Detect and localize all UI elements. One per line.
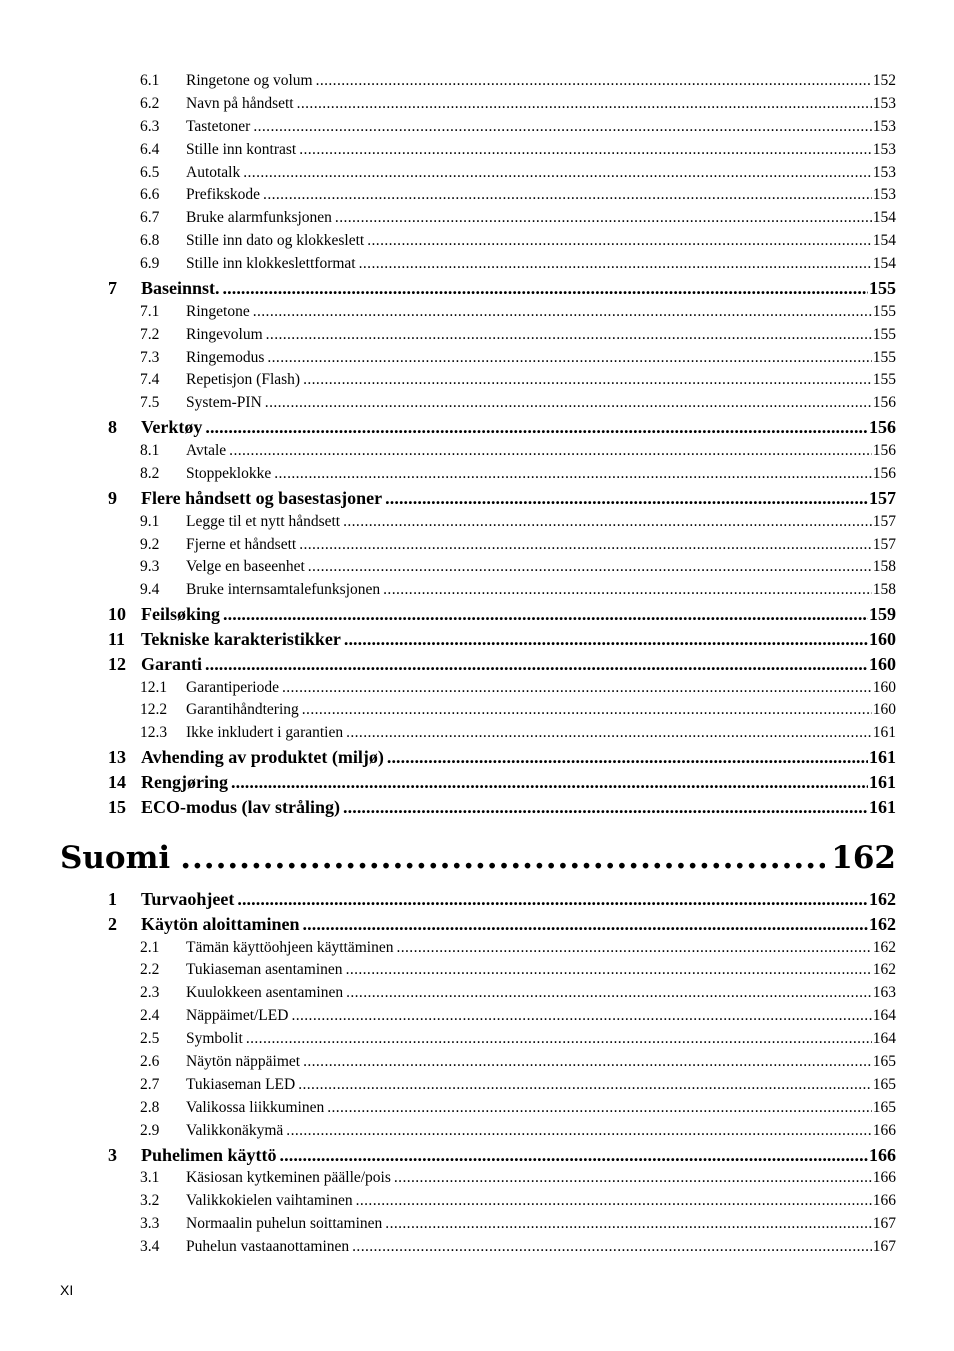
dot-leader	[394, 1169, 872, 1187]
dot-leader	[344, 629, 868, 650]
toc-entry-title: Tukiaseman asentaminen	[186, 961, 343, 979]
dot-leader	[303, 1053, 872, 1071]
toc-entry-page: 153	[872, 186, 896, 204]
dot-leader	[205, 417, 868, 438]
toc-entry-page: 153	[872, 163, 896, 181]
toc-section-entry[interactable]	[0, 95, 896, 118]
dot-leader	[346, 724, 872, 742]
toc-section-entry[interactable]	[0, 701, 896, 724]
toc-entry-title: Puhelun vastaanottaminen	[186, 1238, 350, 1256]
toc-entry-number: 7.3	[140, 348, 160, 366]
toc-entry-title: Ikke inkludert i garantien	[186, 724, 344, 742]
toc-entry-number: 6.5	[140, 163, 160, 181]
toc-entry-page: 154	[872, 232, 896, 250]
toc-entry-title: Garantihåndtering	[186, 701, 299, 719]
toc-entry-page: 156	[872, 464, 896, 482]
dot-leader	[303, 914, 868, 935]
dot-leader	[266, 326, 872, 344]
toc-entry-page: 160	[869, 629, 896, 649]
toc-section-entry[interactable]	[0, 1215, 896, 1238]
toc-entry-number: 6.9	[140, 255, 160, 273]
toc-entry-page: 165	[872, 1075, 896, 1093]
toc-entry-page: 161	[869, 747, 896, 768]
toc-entry-number: 12.3	[140, 724, 168, 742]
toc-entry-number: 2.4	[140, 1007, 160, 1025]
toc-entry-title: Stille inn klokkeslettformat	[186, 255, 356, 273]
toc-entry-number: 7	[108, 278, 117, 299]
toc-entry-title: Normaalin puhelun soittaminen	[186, 1215, 383, 1233]
toc-section-entry[interactable]	[0, 961, 896, 984]
dot-leader	[231, 772, 868, 793]
dot-leader	[396, 939, 871, 957]
toc-entry-title: Feilsøking	[141, 604, 221, 625]
toc-entry-number: 1	[108, 889, 117, 909]
dot-leader	[356, 1192, 872, 1210]
toc-section-entry[interactable]	[0, 394, 896, 417]
toc-entry-title: Prefikskode	[186, 186, 261, 204]
toc-entry-page: 160	[869, 653, 896, 674]
dot-leader	[223, 604, 868, 625]
toc-entry-page: 154	[872, 209, 896, 227]
dot-leader	[298, 1076, 872, 1094]
dot-leader	[223, 278, 868, 299]
toc-entry-title: Stille inn dato og klokkeslett	[186, 232, 365, 250]
toc-entry-page: 162	[869, 913, 896, 934]
dot-leader	[383, 581, 872, 599]
toc-entry-title: ECO-modus (lav stråling)	[141, 796, 341, 817]
toc-entry-title: Avtale	[186, 442, 227, 460]
toc-entry-number: 10	[108, 604, 126, 625]
toc-section-entry[interactable]	[0, 371, 896, 394]
toc-chapter-entry[interactable]	[0, 654, 896, 679]
toc-entry-title: Navn på håndsett	[186, 94, 294, 112]
toc-section-entry[interactable]	[0, 72, 896, 95]
toc-entry-number: 9.1	[140, 512, 160, 530]
toc-entry-title: Baseinnst.	[141, 278, 220, 299]
toc-entry-number: 2	[108, 913, 117, 934]
toc-entry-title: Näppäimet/LED	[186, 1007, 289, 1025]
toc-section-entry[interactable]	[0, 141, 896, 164]
dot-leader	[237, 889, 868, 910]
toc-section-entry[interactable]	[0, 186, 896, 209]
toc-chapter-entry[interactable]	[0, 488, 896, 513]
toc-entry-title: Näytön näppäimet	[186, 1053, 301, 1071]
toc-entry-number: 6.2	[140, 94, 160, 112]
dot-leader	[265, 394, 872, 412]
toc-section-entry[interactable]	[0, 1169, 896, 1192]
toc-entry-title: Symbolit	[186, 1030, 243, 1048]
dot-leader	[343, 797, 868, 818]
toc-entry-title: Bruke alarmfunksjonen	[186, 209, 332, 227]
toc-entry-page: 160	[872, 678, 896, 696]
toc-entry-page: 157	[869, 487, 896, 508]
toc-section-entry[interactable]	[0, 1122, 896, 1145]
toc-entry-title: Tämän käyttöohjeen käyttäminen	[186, 938, 394, 956]
toc-entry-title: Verktøy	[141, 417, 203, 438]
toc-entry-page: 158	[872, 581, 896, 599]
toc-entry-number: 7.4	[140, 371, 160, 389]
dot-leader	[327, 1099, 872, 1117]
toc-entry-page: 159	[869, 604, 896, 625]
dot-leader	[335, 209, 872, 227]
toc-entry-page: 156	[869, 417, 896, 438]
toc-entry-number: 9	[108, 487, 117, 508]
toc-section-entry[interactable]	[0, 558, 896, 581]
toc-entry-number: 12.1	[140, 678, 168, 696]
toc-section-entry[interactable]	[0, 1076, 896, 1099]
toc-entry-number: 9.4	[140, 581, 160, 599]
toc-section-entry[interactable]	[0, 232, 896, 255]
toc-entry-title: Ringevolum	[186, 325, 263, 343]
language-section-heading[interactable]	[60, 840, 896, 876]
dot-leader	[267, 349, 871, 367]
dot-leader	[343, 513, 872, 531]
toc-chapter-entry[interactable]	[0, 278, 896, 303]
dot-leader	[263, 186, 872, 204]
toc-entry-number: 9.2	[140, 535, 160, 553]
toc-section-entry[interactable]	[0, 1053, 896, 1076]
toc-entry-page: 156	[872, 442, 896, 460]
dot-leader	[299, 141, 872, 159]
toc-section-entry[interactable]	[0, 1099, 896, 1122]
toc-section-entry[interactable]	[0, 349, 896, 372]
toc-entry-title: Tukiaseman LED	[186, 1075, 296, 1093]
toc-entry-title: System-PIN	[186, 394, 262, 412]
toc-entry-page: 155	[872, 302, 896, 320]
dot-leader	[302, 701, 872, 719]
toc-entry-title: Bruke internsamtalefunksjonen	[186, 581, 381, 599]
toc-entry-page: 166	[869, 1144, 896, 1165]
dot-leader	[274, 465, 872, 483]
toc-section-entry[interactable]	[0, 209, 896, 232]
toc-section-entry[interactable]	[0, 303, 896, 326]
dot-leader	[282, 679, 872, 697]
toc-section-entry[interactable]	[0, 679, 896, 702]
toc-entry-page: 166	[872, 1192, 896, 1210]
toc-entry-number: 3	[108, 1144, 117, 1165]
toc-section-entry[interactable]	[0, 118, 896, 141]
toc-entry-page: 156	[872, 394, 896, 412]
dot-leader	[352, 1238, 872, 1256]
dot-leader	[243, 164, 872, 182]
toc-entry-number: 12.2	[140, 701, 168, 719]
toc-entry-number: 2.8	[140, 1098, 160, 1116]
toc-entry-title: Kuulokkeen asentaminen	[186, 984, 344, 1002]
toc-entry-number: 9.3	[140, 558, 160, 576]
toc-entry-number: 12	[108, 653, 126, 674]
toc-entry-number: 6.4	[140, 140, 160, 158]
dot-leader	[299, 536, 872, 554]
toc-entry-page: 157	[872, 535, 896, 553]
toc-entry-page: 153	[872, 94, 896, 112]
toc-entry-page: 163	[872, 984, 896, 1002]
dot-leader	[308, 558, 872, 576]
dot-leader	[346, 984, 872, 1002]
toc-chapter-entry[interactable]	[0, 914, 896, 939]
toc-chapter-entry[interactable]	[0, 417, 896, 442]
toc-entry-number: 2.6	[140, 1053, 160, 1071]
toc-entry-page: 155	[872, 348, 896, 366]
toc-entry-title: Garantiperiode	[186, 678, 279, 696]
toc-chapter-entry[interactable]	[0, 629, 896, 654]
toc-entry-page: 164	[872, 1007, 896, 1025]
toc-entry-title: Ringemodus	[186, 348, 265, 366]
toc-entry-number: 2.2	[140, 961, 160, 979]
toc-section-entry[interactable]	[0, 465, 896, 488]
dot-leader	[385, 1215, 871, 1233]
toc-section-norwegian	[0, 72, 954, 822]
toc-entry-page: 161	[869, 796, 896, 817]
toc-entry-title: Stille inn kontrast	[186, 140, 297, 158]
toc-entry-number: 3.3	[140, 1215, 160, 1233]
toc-entry-title: Autotalk	[186, 163, 241, 181]
toc-entry-title: Garanti	[141, 653, 202, 674]
dot-leader	[246, 1030, 872, 1048]
toc-entry-number: 13	[108, 747, 126, 768]
toc-entry-title: Velge en baseenhet	[186, 558, 305, 576]
toc-entry-title: Stoppeklokke	[186, 464, 272, 482]
toc-section-finnish	[0, 889, 954, 1261]
toc-entry-page: 162	[872, 961, 896, 979]
toc-entry-number: 6.7	[140, 209, 160, 227]
toc-entry-number: 6.3	[140, 117, 160, 135]
dot-leader	[291, 1007, 871, 1025]
toc-section-entry[interactable]	[0, 1030, 896, 1053]
toc-entry-number: 14	[108, 772, 126, 793]
dot-leader	[303, 371, 872, 389]
toc-entry-page: 157	[872, 512, 896, 530]
footer-page-number: XI	[60, 1282, 74, 1298]
toc-entry-number: 11	[108, 629, 126, 649]
toc-entry-page: 162	[869, 889, 896, 909]
toc-entry-number: 2.9	[140, 1121, 160, 1139]
dot-leader	[387, 747, 868, 768]
toc-chapter-entry[interactable]	[0, 747, 896, 772]
dot-leader	[253, 303, 872, 321]
toc-entry-title: Avhending av produktet (miljø)	[141, 747, 384, 768]
toc-section-entry[interactable]	[0, 1192, 896, 1215]
toc-entry-page: 155	[872, 325, 896, 343]
toc-entry-title: Käytön aloittaminen	[141, 913, 300, 934]
toc-entry-number: 6.6	[140, 186, 160, 204]
toc-entry-page: 153	[872, 117, 896, 135]
toc-entry-number: 6.8	[140, 232, 160, 250]
toc-entry-title: Repetisjon (Flash)	[186, 371, 301, 389]
dot-leader	[297, 95, 872, 113]
toc-entry-page: 158	[872, 558, 896, 576]
toc-section-entry[interactable]	[0, 326, 896, 349]
toc-entry-number: 2.1	[140, 938, 160, 956]
toc-entry-number: 8	[108, 417, 117, 438]
toc-entry-number: 2.7	[140, 1075, 160, 1093]
toc-entry-number: 3.2	[140, 1192, 160, 1210]
toc-section-entry[interactable]	[0, 164, 896, 187]
dot-leader	[253, 118, 871, 136]
toc-entry-number: 2.3	[140, 984, 160, 1002]
toc-entry-number: 7.2	[140, 325, 160, 343]
toc-entry-title: Ringetone	[186, 302, 250, 320]
toc-entry-title: Turvaohjeet	[141, 889, 235, 909]
toc-entry-page: 165	[872, 1053, 896, 1071]
toc-entry-number: 7.5	[140, 394, 160, 412]
dot-leader	[316, 72, 872, 90]
toc-entry-number: 15	[108, 796, 126, 817]
toc-chapter-entry[interactable]	[0, 1145, 896, 1170]
toc-entry-number: 6.1	[140, 72, 160, 89]
toc-entry-title: Puhelimen käyttö	[141, 1144, 277, 1165]
toc-entry-title: Ringetone og volum	[186, 72, 313, 89]
toc-entry-page: 155	[872, 371, 896, 389]
toc-chapter-entry[interactable]	[0, 604, 896, 629]
dot-leader	[359, 255, 872, 273]
toc-entry-page: 164	[872, 1030, 896, 1048]
language-section-title: Suomi	[60, 840, 171, 876]
toc-entry-title: Fjerne et håndsett	[186, 535, 297, 553]
toc-chapter-entry[interactable]	[0, 889, 896, 914]
toc-entry-page: 155	[869, 278, 896, 299]
toc-entry-page: 166	[872, 1121, 896, 1139]
toc-entry-page: 161	[869, 772, 896, 793]
toc-entry-title: Valikkonäkymä	[186, 1121, 284, 1139]
toc-entry-title: Tastetoner	[186, 117, 251, 135]
toc-entry-number: 8.2	[140, 464, 160, 482]
toc-section-entry[interactable]	[0, 442, 896, 465]
toc-entry-number: 3.1	[140, 1169, 160, 1187]
toc-entry-page: 160	[872, 701, 896, 719]
toc-entry-title: Valikossa liikkuminen	[186, 1098, 325, 1116]
toc-section-entry[interactable]	[0, 536, 896, 559]
toc-entry-title: Legge til et nytt håndsett	[186, 512, 341, 530]
toc-entry-number: 2.5	[140, 1030, 160, 1048]
toc-section-entry[interactable]	[0, 1007, 896, 1030]
toc-entry-title: Käsiosan kytkeminen päälle/pois	[186, 1169, 391, 1187]
toc-entry-title: Flere håndsett og basestasjoner	[141, 487, 383, 508]
toc-entry-page: 167	[872, 1238, 896, 1256]
toc-entry-page: 167	[872, 1215, 896, 1233]
dot-leader	[180, 840, 825, 876]
language-section-page: 162	[831, 840, 896, 876]
toc-section-entry[interactable]	[0, 581, 896, 604]
toc-section-entry[interactable]	[0, 1238, 896, 1261]
toc-entry-title: Tekniske karakteristikker	[141, 629, 341, 649]
dot-leader	[367, 232, 872, 250]
dot-leader	[280, 1145, 868, 1166]
toc-entry-number: 8.1	[140, 442, 160, 460]
toc-entry-number: 3.4	[140, 1238, 160, 1256]
toc-entry-page: 161	[872, 724, 896, 742]
toc-entry-page: 166	[872, 1169, 896, 1187]
toc-entry-title: Rengjøring	[141, 772, 228, 793]
dot-leader	[229, 442, 872, 460]
toc-entry-page: 162	[872, 938, 896, 956]
toc-entry-page: 154	[872, 255, 896, 273]
dot-leader	[385, 488, 868, 509]
toc-section-entry[interactable]	[0, 255, 896, 278]
toc-section-entry[interactable]	[0, 513, 896, 536]
dot-leader	[205, 654, 868, 675]
toc-section-entry[interactable]	[0, 939, 896, 962]
toc-entry-title: Valikkokielen vaihtaminen	[186, 1192, 353, 1210]
toc-entry-page: 152	[872, 72, 896, 89]
toc-section-entry[interactable]	[0, 724, 896, 747]
toc-chapter-entry[interactable]	[0, 797, 896, 822]
toc-chapter-entry[interactable]	[0, 772, 896, 797]
toc-entry-number: 7.1	[140, 302, 160, 320]
toc-entry-page: 165	[872, 1098, 896, 1116]
toc-entry-page: 153	[872, 140, 896, 158]
dot-leader	[346, 961, 872, 979]
toc-section-entry[interactable]	[0, 984, 896, 1007]
dot-leader	[286, 1122, 871, 1140]
